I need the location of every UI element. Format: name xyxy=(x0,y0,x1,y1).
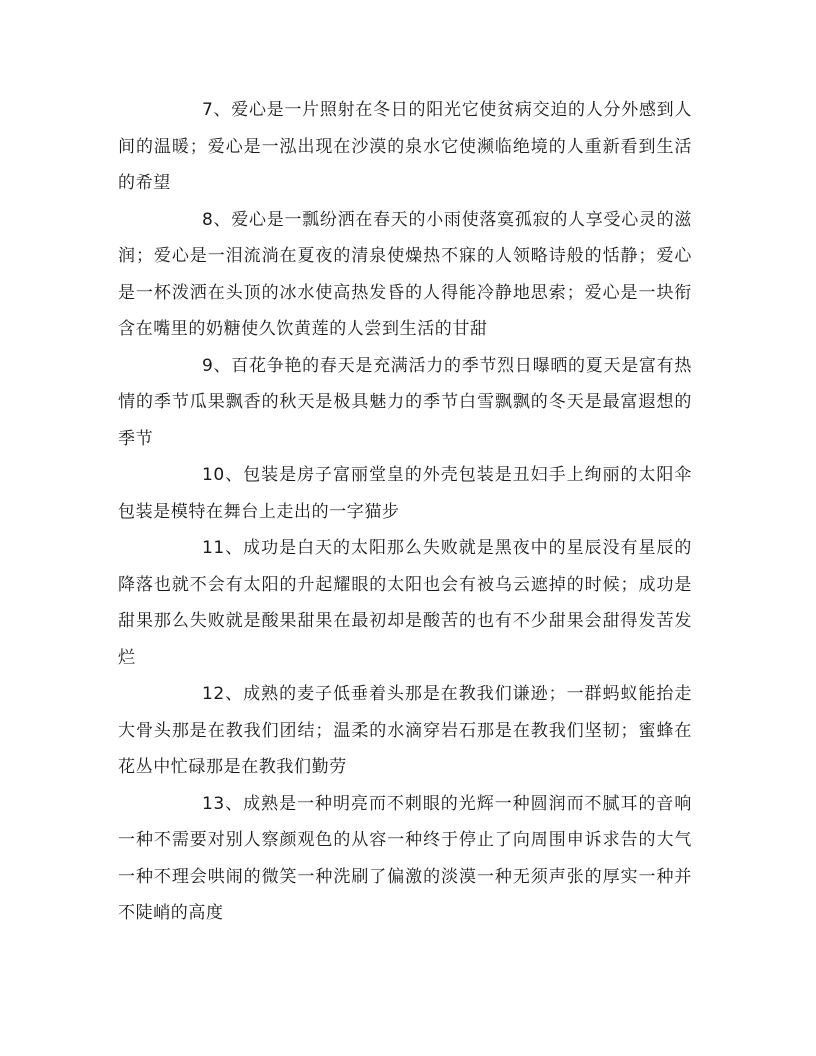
paragraph-10: 10、包装是房子富丽堂皇的外壳包装是丑妇手上绚丽的太阳伞包装是模特在舞台上走出的一字猫步 xyxy=(118,465,692,522)
paragraph-8: 8、爱心是一瓢纷洒在春天的小雨使落寞孤寂的人享受心灵的滋润；爱心是一泪流淌在夏夜的清泉使燥热不寐的人领略诗般的恬静；爱心是一杯泼洒在头顶的冰水使高热发昏的人得能冷静地思索；爱心是一块衔含在嘴里的奶糖使久饮黄莲的人尝到生活的甘甜 xyxy=(118,209,692,339)
paragraph-13: 13、成熟是一种明亮而不刺眼的光辉一种圆润而不腻耳的音响一种不需要对别人察颜观色的从容一种终于停止了向周围申诉求告的大气一种不理会哄闹的微笑一种洗刷了偏激的淡漠一种无须声张的厚实一种并不陡峭的高度 xyxy=(118,793,692,923)
paragraph-7: 7、爱心是一片照射在冬日的阳光它使贫病交迫的人分外感到人间的温暖；爱心是一泓出现在沙漠的泉水它使濒临绝境的人重新看到生活的希望 xyxy=(118,100,692,193)
paragraph-12: 12、成熟的麦子低垂着头那是在教我们谦逊；一群蚂蚁能抬走大骨头那是在教我们团结；温柔的水滴穿岩石那是在教我们坚韧；蜜蜂在花丛中忙碌那是在教我们勤劳 xyxy=(118,684,692,777)
paragraph-9: 9、百花争艳的春天是充满活力的季节烈日曝晒的夏天是富有热情的季节瓜果飘香的秋天是极具魅力的季节白雪飘飘的冬天是最富遐想的季节 xyxy=(118,355,692,449)
document-body xyxy=(118,92,692,932)
paragraph-11: 11、成功是白天的太阳那么失败就是黑夜中的星辰没有星辰的降落也就不会有太阳的升起耀眼的太阳也会有被乌云遮掉的时候；成功是甜果那么失败就是酸果甜果在最初却是酸苦的也有不少甜果会甜得发苦发烂 xyxy=(118,538,692,668)
